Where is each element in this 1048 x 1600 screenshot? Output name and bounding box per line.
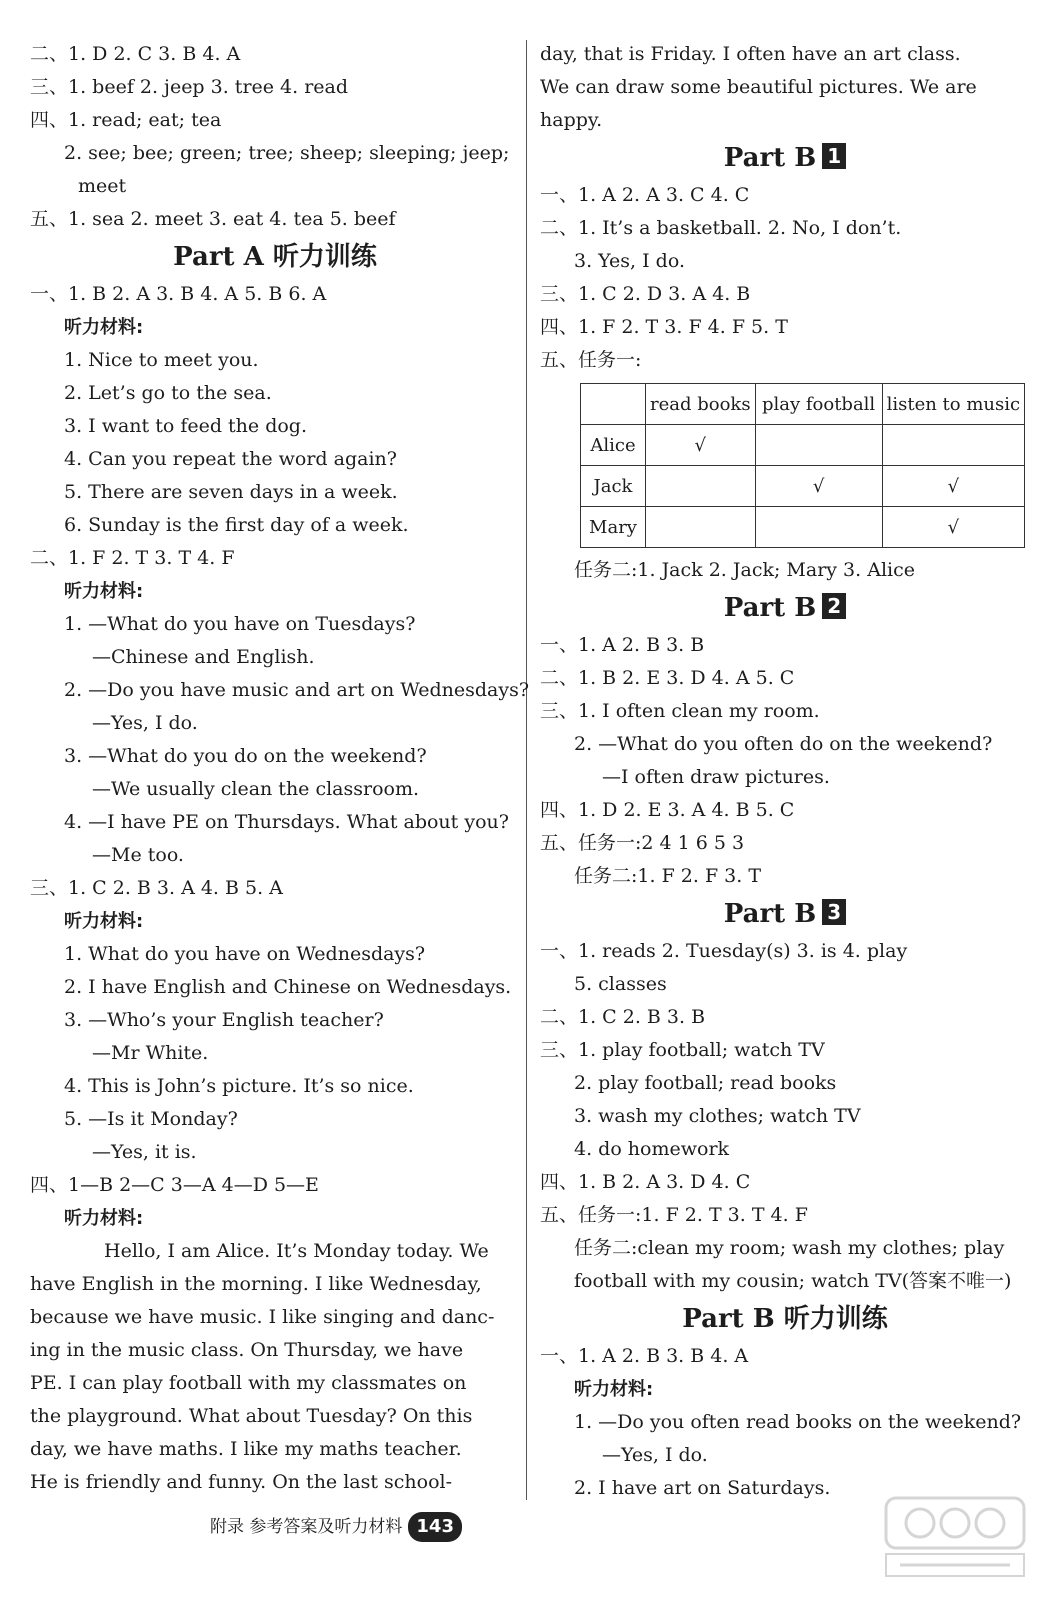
answer-line: 听力材料: (64, 317, 144, 338)
heading-part-b-3: Part B 3 (540, 893, 1030, 935)
answer-line: 2. —Do you have music and art on Wednesdays? (64, 679, 530, 701)
table-cell: √ (646, 425, 756, 466)
answer-line: happy. (540, 109, 603, 131)
answer-line: 4. —I have PE on Thursdays. What about you? (64, 811, 509, 833)
continued-paragraph (540, 38, 1030, 137)
table-cell (646, 507, 756, 548)
answer-line: —We usually clean the classroom. (92, 778, 420, 800)
answer-line: —Yes, it is. (92, 1141, 197, 1163)
answer-line: day, that is Friday. I often have an art class. (540, 43, 961, 65)
answer-line: He is friendly and funny. On the last school- (30, 1471, 453, 1493)
answer-line: 四、1. F 2. T 3. F 4. F 5. T (540, 316, 788, 338)
answer-line: because we have music. I like singing and danc- (30, 1306, 495, 1328)
answer-line: meet (78, 175, 127, 197)
answer-line: 四、1. read; eat; tea (30, 109, 222, 131)
answer-line: 一、1. A 2. A 3. C 4. C (540, 184, 750, 206)
answer-line: 一、1. A 2. B 3. B 4. A (540, 1345, 749, 1367)
table-cell: √ (882, 466, 1024, 507)
heading-number-badge: 3 (822, 899, 846, 925)
answer-line: 听力材料: (574, 1379, 654, 1400)
table-row (581, 466, 1025, 507)
answer-line: 听力材料: (64, 581, 144, 602)
answer-line: 2. I have English and Chinese on Wednesdays. (64, 976, 512, 998)
answer-line: 五、任务一: (540, 349, 642, 371)
task-two-answer: 任务二:1. Jack 2. Jack; Mary 3. Alice (574, 559, 915, 581)
answer-line: 1. What do you have on Wednesdays? (64, 943, 426, 965)
answer-line: 三、1. C 2. D 3. A 4. B (540, 283, 751, 305)
table-row (581, 507, 1025, 548)
answer-line: 三、1. beef 2. jeep 3. tree 4. read (30, 76, 349, 98)
answer-line: —Mr White. (92, 1042, 209, 1064)
part-b-2-answers (540, 629, 1030, 893)
answer-line: 2. play football; read books (574, 1072, 837, 1094)
answer-line: 2. Let’s go to the sea. (64, 382, 272, 404)
table-row (581, 425, 1025, 466)
answer-line: 3. wash my clothes; watch TV (574, 1105, 861, 1127)
footer-label: 附录 参考答案及听力材料 (210, 1517, 403, 1537)
answer-line: 听力材料: (64, 911, 144, 932)
answer-line: 三、1. C 2. B 3. A 4. B 5. A (30, 877, 283, 899)
answer-line: 4. Can you repeat the word again? (64, 448, 397, 470)
answer-line: —Yes, I do. (92, 712, 198, 734)
answer-line: 3. —Who’s your English teacher? (64, 1009, 384, 1031)
right-column (540, 38, 1030, 1505)
watermark-logo (880, 1492, 1030, 1582)
answer-line: 四、1. D 2. E 3. A 4. B 5. C (540, 799, 795, 821)
table-cell (882, 425, 1024, 466)
answer-line: 5. There are seven days in a week. (64, 481, 398, 503)
table-cell: √ (882, 507, 1024, 548)
answer-line: PE. I can play football with my classmates on (30, 1372, 467, 1394)
answer-line: 2. see; bee; green; tree; sheep; sleeping; jeep; (64, 142, 510, 164)
answer-line: 4. do homework (574, 1138, 730, 1160)
table-cell (646, 466, 756, 507)
table-cell: √ (755, 466, 882, 507)
answer-line: 1. Nice to meet you. (64, 349, 259, 371)
heading-number-badge: 2 (822, 593, 846, 619)
answer-line: 二、1. B 2. E 3. D 4. A 5. C (540, 667, 795, 689)
task-table (580, 383, 1025, 548)
answer-line: the playground. What about Tuesday? On this (30, 1405, 473, 1427)
section-heading: Part A 听力训练 (173, 242, 377, 272)
answer-line: —Me too. (92, 844, 184, 866)
answer-line: 二、1. F 2. T 3. T 4. F (30, 547, 235, 569)
part-b-1-answers (540, 179, 1030, 377)
table-row-label: Jack (581, 466, 646, 507)
answer-line: ing in the music class. On Thursday, we have (30, 1339, 464, 1361)
answer-line: 1. —Do you often read books on the weekend? (574, 1411, 1022, 1433)
column-divider (526, 40, 527, 1500)
answer-line: 任务二:1. F 2. F 3. T (574, 865, 762, 887)
table-header-cell (581, 384, 646, 425)
answer-line: have English in the morning. I like Wednesday, (30, 1273, 482, 1295)
answer-line: 6. Sunday is the first day of a week. (64, 514, 409, 536)
answer-line: 5. classes (574, 973, 667, 995)
answer-line: 4. This is John’s picture. It’s so nice. (64, 1075, 414, 1097)
table-header-cell: read books (646, 384, 756, 425)
answer-line: 五、1. sea 2. meet 3. eat 4. tea 5. beef (30, 208, 396, 230)
answer-line: —I often draw pictures. (602, 766, 830, 788)
page-number: 143 (408, 1512, 462, 1542)
answer-line: 二、1. D 2. C 3. B 4. A (30, 43, 241, 65)
answer-line: 一、1. B 2. A 3. B 4. A 5. B 6. A (30, 283, 327, 305)
answer-line: Hello, I am Alice. It’s Monday today. We (104, 1240, 489, 1262)
answer-line: 二、1. It’s a basketball. 2. No, I don’t. (540, 217, 902, 239)
answer-line: 2. —What do you often do on the weekend? (574, 733, 993, 755)
answer-line: We can draw some beautiful pictures. We are (540, 76, 977, 98)
table-row-label: Mary (581, 507, 646, 548)
answer-line: 五、任务一:2 4 1 6 5 3 (540, 832, 745, 854)
answer-line: 三、1. I often clean my room. (540, 700, 820, 722)
answer-line: day, we have maths. I like my maths teacher. (30, 1438, 462, 1460)
table-cell (755, 507, 882, 548)
answer-line: 三、1. play football; watch TV (540, 1039, 825, 1061)
answer-line: 四、1. B 2. A 3. D 4. C (540, 1171, 751, 1193)
answer-line: 任务二:clean my room; wash my clothes; play (574, 1237, 1005, 1259)
answer-line: 3. I want to feed the dog. (64, 415, 308, 437)
answer-line: 一、1. reads 2. Tuesday(s) 3. is 4. play (540, 940, 908, 962)
answer-line: 5. —Is it Monday? (64, 1108, 238, 1130)
answer-line: —Chinese and English. (92, 646, 315, 668)
table-header-cell: listen to music (882, 384, 1024, 425)
part-b-listening-answers (540, 1340, 1030, 1505)
part-b-3-answers (540, 935, 1030, 1298)
answer-line: 听力材料: (64, 1208, 144, 1229)
heading-part-b-2: Part B 2 (540, 587, 1030, 629)
answer-line: 五、任务一:1. F 2. T 3. T 4. F (540, 1204, 808, 1226)
answer-line: 二、1. C 2. B 3. B (540, 1006, 706, 1028)
answer-line: 2. I have art on Saturdays. (574, 1477, 831, 1499)
table-row-label: Alice (581, 425, 646, 466)
heading-part-b-1: Part B 1 (540, 137, 1030, 179)
heading-part-b-listening: Part B 听力训练 (682, 1304, 888, 1334)
answer-line: 3. Yes, I do. (574, 250, 685, 272)
answer-line: football with my cousin; watch TV(答案不唯一) (574, 1270, 1012, 1292)
answer-line: 1. —What do you have on Tuesdays? (64, 613, 416, 635)
answer-line: 3. —What do you do on the weekend? (64, 745, 427, 767)
page-footer (210, 1512, 462, 1542)
table-cell (755, 425, 882, 466)
left-column (30, 38, 530, 1499)
answer-line: —Yes, I do. (602, 1444, 708, 1466)
heading-number-badge: 1 (822, 143, 846, 169)
table-header-cell: play football (755, 384, 882, 425)
answer-line: 四、1—B 2—C 3—A 4—D 5—E (30, 1174, 319, 1196)
answer-line: 一、1. A 2. B 3. B (540, 634, 705, 656)
